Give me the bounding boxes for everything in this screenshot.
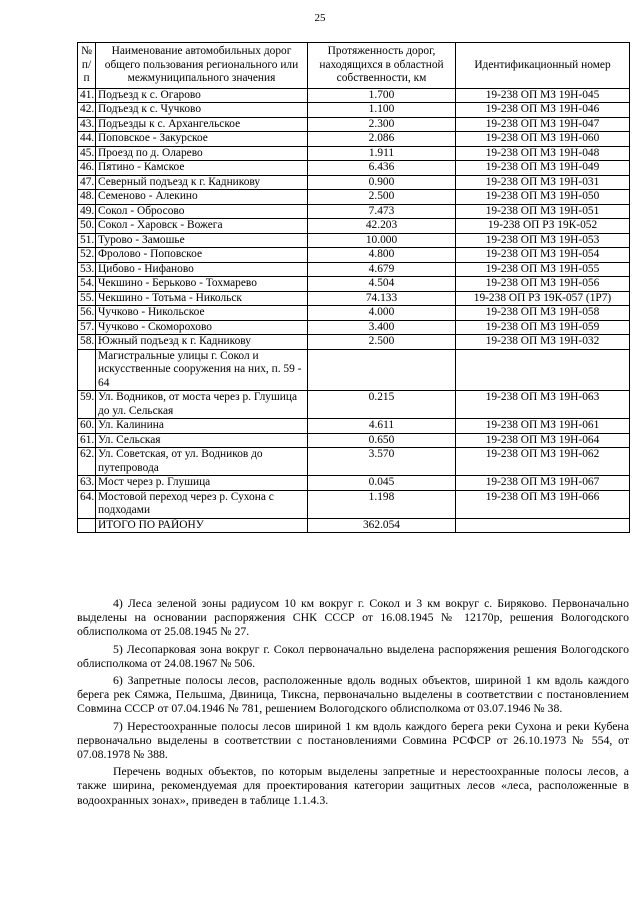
row-number: 48. (78, 190, 96, 205)
road-id-number: 19-238 ОП РЗ 19К-057 (1Р7) (456, 291, 630, 306)
paragraph-spawning-strips: 7) Нерестоохранные полосы лесов шириной 1 км вдоль каждого берега реки Сухона и реки Кубена первоначально выделены в соответствии с постановлениями Совмина РСФСР от 26.10.1973 № 554, от 07.08.1978 № 388. (77, 718, 629, 762)
road-id-number: 19-238 ОП МЗ 19Н-054 (456, 248, 630, 263)
table-row (78, 476, 630, 491)
road-name: Пятино - Камское (96, 161, 308, 176)
road-name: Подъезд к с. Огарово (96, 88, 308, 103)
row-number: 49. (78, 204, 96, 219)
row-number: 43. (78, 117, 96, 132)
notes-section (77, 596, 629, 810)
row-number: 46. (78, 161, 96, 176)
header-number: № п/п (78, 43, 96, 89)
row-number: 59. (78, 391, 96, 419)
table-row (78, 248, 630, 263)
row-number: 42. (78, 103, 96, 118)
road-id-number: 19-238 ОП МЗ 19Н-055 (456, 262, 630, 277)
road-name: Ул. Сельская (96, 433, 308, 448)
road-id-number: 19-238 ОП МЗ 19Н-047 (456, 117, 630, 132)
table-row (78, 219, 630, 234)
road-name: Проезд по д. Оларево (96, 146, 308, 161)
road-id-number: 19-238 ОП МЗ 19Н-064 (456, 433, 630, 448)
header-length: Протяженность дорог, находящихся в областной собственности, км (308, 43, 456, 89)
road-id-number: 19-238 ОП МЗ 19Н-049 (456, 161, 630, 176)
road-name: ИТОГО ПО РАЙОНУ (96, 518, 308, 533)
row-number: 54. (78, 277, 96, 292)
road-length: 2.086 (308, 132, 456, 147)
road-name: Чучково - Никольское (96, 306, 308, 321)
paragraph-restricted-strips: 6) Запретные полосы лесов, расположенные вдоль водных объектов, шириной 1 км вдоль каждого берега рек Сямжа, Пельшма, Двиница, Тиксна, первоначально выделены в соответствии с постановлением Совмина СССР от 07.04.1946 № 781, решением Вологодского облисполкома от 03.07.1946 № 38. (77, 673, 629, 716)
road-name: Мостовой переход через р. Сухона с подходами (96, 490, 308, 518)
road-id-number: 19-238 ОП МЗ 19Н-045 (456, 88, 630, 103)
table-row (78, 190, 630, 205)
road-id-number: 19-238 ОП МЗ 19Н-058 (456, 306, 630, 321)
road-name: Подъезды к с. Архангельское (96, 117, 308, 132)
table-row (78, 103, 630, 118)
road-length: 7.473 (308, 204, 456, 219)
road-length: 3.570 (308, 448, 456, 476)
table-row (78, 349, 630, 391)
road-id-number: 19-238 ОП МЗ 19Н-066 (456, 490, 630, 518)
table-row (78, 233, 630, 248)
header-id-number: Идентификационный номер (456, 43, 630, 89)
table-row (78, 448, 630, 476)
road-name: Сокол - Харовск - Вожега (96, 219, 308, 234)
road-name: Ул. Калинина (96, 419, 308, 434)
table-row (78, 161, 630, 176)
table-row (78, 490, 630, 518)
road-length: 2.300 (308, 117, 456, 132)
roads-table (77, 42, 630, 533)
road-id-number (456, 349, 630, 391)
table-row (78, 335, 630, 350)
road-name: Чекшино - Тотьма - Никольск (96, 291, 308, 306)
row-number (78, 349, 96, 391)
road-id-number: 19-238 ОП МЗ 19Н-067 (456, 476, 630, 491)
row-number: 44. (78, 132, 96, 147)
table-row (78, 277, 630, 292)
row-number: 60. (78, 419, 96, 434)
table-row (78, 175, 630, 190)
row-number: 64. (78, 490, 96, 518)
road-length: 4.611 (308, 419, 456, 434)
road-name: Поповское - Закурское (96, 132, 308, 147)
table-header (78, 43, 630, 89)
table-row (78, 306, 630, 321)
header-road-name: Наименование автомобильных дорог общего пользования регионального или межмуниципального значения (96, 43, 308, 89)
table-row (78, 433, 630, 448)
row-number: 51. (78, 233, 96, 248)
table-row (78, 146, 630, 161)
road-length (308, 349, 456, 391)
road-id-number: 19-238 ОП МЗ 19Н-050 (456, 190, 630, 205)
road-id-number: 19-238 ОП МЗ 19Н-063 (456, 391, 630, 419)
road-length: 1.198 (308, 490, 456, 518)
road-length: 4.679 (308, 262, 456, 277)
road-id-number: 19-238 ОП МЗ 19Н-051 (456, 204, 630, 219)
table-row (78, 132, 630, 147)
row-number: 52. (78, 248, 96, 263)
row-number: 61. (78, 433, 96, 448)
page-number: 25 (314, 12, 326, 24)
road-length: 2.500 (308, 190, 456, 205)
road-length: 3.400 (308, 320, 456, 335)
table-row (78, 88, 630, 103)
road-name: Фролово - Поповское (96, 248, 308, 263)
road-name: Цибово - Нифаново (96, 262, 308, 277)
road-id-number: 19-238 ОП МЗ 19Н-031 (456, 175, 630, 190)
road-length: 10.000 (308, 233, 456, 248)
table-row (78, 204, 630, 219)
row-number: 58. (78, 335, 96, 350)
road-name: Мост через р. Глушица (96, 476, 308, 491)
table-body (78, 88, 630, 533)
row-number: 62. (78, 448, 96, 476)
road-name: Ул. Советская, от ул. Водников до путепровода (96, 448, 308, 476)
road-length: 0.650 (308, 433, 456, 448)
row-number: 55. (78, 291, 96, 306)
road-length: 0.045 (308, 476, 456, 491)
road-id-number: 19-238 ОП РЗ 19К-052 (456, 219, 630, 234)
road-id-number: 19-238 ОП МЗ 19Н-048 (456, 146, 630, 161)
row-number: 57. (78, 320, 96, 335)
road-name: Чекшино - Берьково - Тохмарево (96, 277, 308, 292)
road-length: 1.700 (308, 88, 456, 103)
road-length: 0.215 (308, 391, 456, 419)
road-length: 1.911 (308, 146, 456, 161)
row-number: 50. (78, 219, 96, 234)
table-row (78, 117, 630, 132)
road-id-number: 19-238 ОП МЗ 19Н-032 (456, 335, 630, 350)
road-name: Сокол - Обросово (96, 204, 308, 219)
road-id-number: 19-238 ОП МЗ 19Н-061 (456, 419, 630, 434)
table-row (78, 291, 630, 306)
row-number (78, 518, 96, 533)
row-number: 45. (78, 146, 96, 161)
road-length: 1.100 (308, 103, 456, 118)
road-length: 4.800 (308, 248, 456, 263)
road-name: Подъезд к с. Чучково (96, 103, 308, 118)
road-id-number: 19-238 ОП МЗ 19Н-060 (456, 132, 630, 147)
road-id-number: 19-238 ОП МЗ 19Н-059 (456, 320, 630, 335)
row-number: 41. (78, 88, 96, 103)
row-number: 63. (78, 476, 96, 491)
paragraph-green-zone: 4) Леса зеленой зоны радиусом 10 км вокруг г. Сокол и 3 км вокруг с. Биряково. Первоначально выделены на основании распоряжения СНК СССР от 16.08.1945 № 12170р, решения Вологодского облисполкома от 25.08.1945 № 27. (77, 596, 629, 639)
road-id-number (456, 518, 630, 533)
road-name: Ул. Водников, от моста через р. Глушица до ул. Сельская (96, 391, 308, 419)
road-name: Турово - Замошье (96, 233, 308, 248)
road-length: 6.436 (308, 161, 456, 176)
table-row (78, 518, 630, 533)
road-length: 4.504 (308, 277, 456, 292)
road-name: Магистральные улицы г. Сокол и искусственные сооружения на них, п. 59 - 64 (96, 349, 308, 391)
road-length: 4.000 (308, 306, 456, 321)
paragraph-forest-park-zone: 5) Лесопарковая зона вокруг г. Сокол первоначально выделена распоряжения решения Вологодского облисполкома от 24.08.1967 № 506. (77, 641, 629, 670)
row-number: 53. (78, 262, 96, 277)
road-id-number: 19-238 ОП МЗ 19Н-053 (456, 233, 630, 248)
table-row (78, 262, 630, 277)
road-name: Чучково - Скоморохово (96, 320, 308, 335)
table-row (78, 320, 630, 335)
road-id-number: 19-238 ОП МЗ 19Н-046 (456, 103, 630, 118)
row-number: 47. (78, 175, 96, 190)
road-length: 74.133 (308, 291, 456, 306)
road-length: 42.203 (308, 219, 456, 234)
road-length: 362.054 (308, 518, 456, 533)
road-name: Семеново - Алекино (96, 190, 308, 205)
row-number: 56. (78, 306, 96, 321)
table-row (78, 391, 630, 419)
road-length: 2.500 (308, 335, 456, 350)
road-id-number: 19-238 ОП МЗ 19Н-056 (456, 277, 630, 292)
table-row (78, 419, 630, 434)
road-length: 0.900 (308, 175, 456, 190)
paragraph-water-objects-list: Перечень водных объектов, по которым выделены запретные и нерестоохранные полосы лесов, а также ширина, рекомендуемая для проектирования категории защитных лесов «леса, расположенные в водоохранных зонах», приведен в таблице 1.1.4.3. (77, 764, 629, 807)
road-name: Южный подъезд к г. Кадникову (96, 335, 308, 350)
road-name: Северный подъезд к г. Кадникову (96, 175, 308, 190)
road-id-number: 19-238 ОП МЗ 19Н-062 (456, 448, 630, 476)
